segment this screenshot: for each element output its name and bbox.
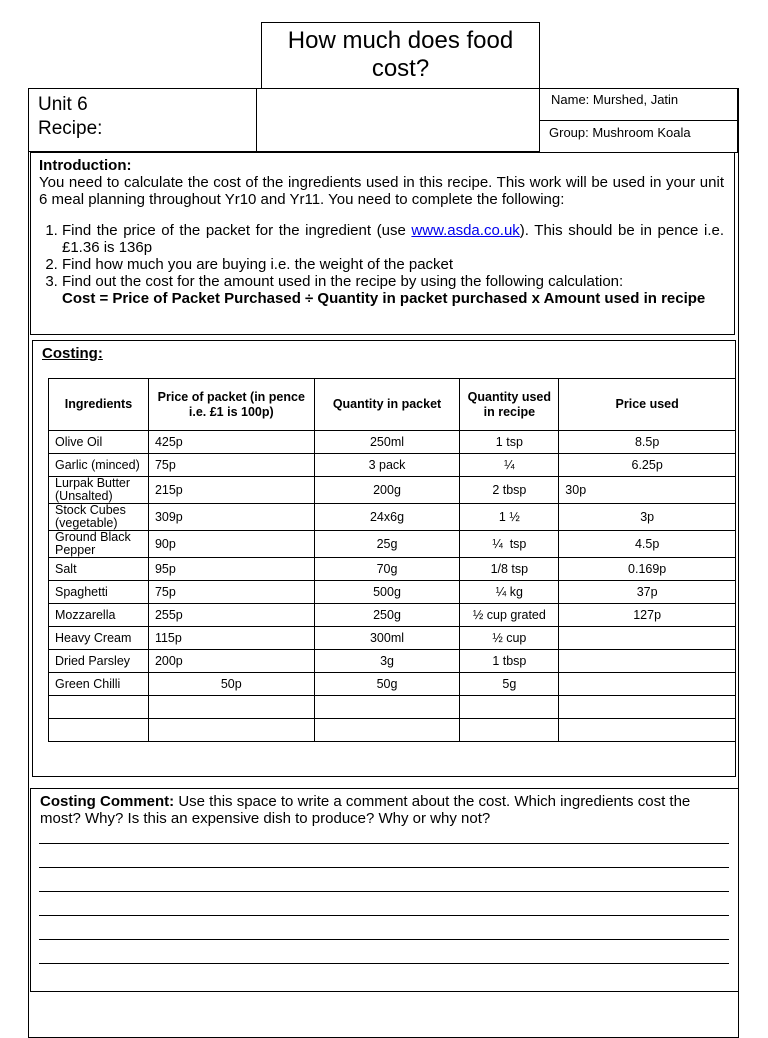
price-used-cell[interactable] [559, 673, 736, 696]
price-cell[interactable] [148, 719, 314, 742]
ingredient-cell[interactable]: Mozzarella [49, 604, 149, 627]
table-header-row [49, 379, 736, 431]
ingredient-cell[interactable]: Stock Cubes (vegetable) [49, 504, 149, 531]
comment-line[interactable] [39, 891, 729, 892]
used-cell[interactable] [460, 696, 559, 719]
price-cell[interactable]: 115p [148, 627, 314, 650]
price-cell[interactable]: 309p [148, 504, 314, 531]
step3-text: Find out the cost for the amount used in the recipe by using the following calculation: [62, 273, 624, 290]
comment-line[interactable] [39, 843, 729, 844]
quantity-cell[interactable]: 200g [314, 477, 460, 504]
ingredient-cell[interactable]: Heavy Cream [49, 627, 149, 650]
quantity-cell[interactable]: 3 pack [314, 454, 460, 477]
group-field: Group: Mushroom Koala [539, 120, 738, 153]
quantity-cell[interactable] [314, 719, 460, 742]
price-cell[interactable]: 255p [148, 604, 314, 627]
price-cell[interactable]: 425p [148, 431, 314, 454]
table-row [49, 650, 736, 673]
price-cell[interactable] [148, 696, 314, 719]
table-row [49, 627, 736, 650]
header-price-used: Price used [559, 379, 736, 431]
costing-comment-section [30, 788, 739, 992]
price-cell[interactable]: 90p [148, 531, 314, 558]
quantity-cell[interactable]: 25g [314, 531, 460, 558]
comment-heading: Costing Comment: [40, 793, 175, 810]
table-row [49, 477, 736, 504]
price-used-cell[interactable] [559, 696, 736, 719]
list-item [62, 273, 724, 307]
ingredient-cell[interactable]: Ground Black Pepper [49, 531, 149, 558]
ingredient-cell[interactable]: Spaghetti [49, 581, 149, 604]
price-cell[interactable]: 50p [148, 673, 314, 696]
instruction-list [39, 222, 724, 307]
used-cell[interactable]: 1 tsp [460, 431, 559, 454]
header-price-of-packet: Price of packet (in pence i.e. £1 is 100p) [148, 379, 314, 431]
table-row [49, 673, 736, 696]
quantity-cell[interactable]: 250ml [314, 431, 460, 454]
quantity-cell[interactable]: 70g [314, 558, 460, 581]
used-cell[interactable] [460, 719, 559, 742]
price-used-cell[interactable] [559, 719, 736, 742]
unit-recipe-box [28, 88, 257, 152]
intro-heading: Introduction: [39, 157, 132, 174]
ingredient-cell[interactable] [49, 719, 149, 742]
price-used-cell[interactable]: 37p [559, 581, 736, 604]
quantity-cell[interactable]: 50g [314, 673, 460, 696]
quantity-cell[interactable]: 250g [314, 604, 460, 627]
price-used-cell[interactable]: 6.25p [559, 454, 736, 477]
price-cell[interactable]: 215p [148, 477, 314, 504]
ingredient-cell[interactable] [49, 696, 149, 719]
comment-line[interactable] [39, 939, 729, 940]
comment-line[interactable] [39, 915, 729, 916]
ingredient-cell[interactable]: Dried Parsley [49, 650, 149, 673]
price-used-cell[interactable]: 127p [559, 604, 736, 627]
ingredient-cell[interactable]: Salt [49, 558, 149, 581]
price-used-cell[interactable]: 30p [559, 477, 736, 504]
ingredient-cell[interactable]: Green Chilli [49, 673, 149, 696]
quantity-cell[interactable]: 3g [314, 650, 460, 673]
used-cell[interactable]: 1 tbsp [460, 650, 559, 673]
used-cell[interactable]: ¼ [460, 454, 559, 477]
unit-label: Unit 6 [38, 94, 88, 115]
used-cell[interactable]: ¼ tsp [460, 531, 559, 558]
table-row [49, 558, 736, 581]
table-row [49, 431, 736, 454]
table-row [49, 581, 736, 604]
intro-text: You need to calculate the cost of the ingredients used in this recipe. This work will be used in your unit 6 meal planning throughout Yr10 and Yr11. You need to complete the following: [39, 174, 724, 208]
quantity-cell[interactable] [314, 696, 460, 719]
header-ingredients: Ingredients [49, 379, 149, 431]
step1-text-end: ). This should be in pence i.e. £1.36 is 136p [62, 222, 724, 256]
used-cell[interactable]: ½ cup [460, 627, 559, 650]
price-used-cell[interactable] [559, 627, 736, 650]
price-cell[interactable]: 200p [148, 650, 314, 673]
costing-table [48, 378, 736, 742]
table-row [49, 719, 736, 742]
ingredient-cell[interactable]: Garlic (minced) [49, 454, 149, 477]
price-used-cell[interactable]: 3p [559, 504, 736, 531]
table-row [49, 604, 736, 627]
list-item: 2. Find how much you are buying i.e. the weight of the packet [62, 256, 724, 273]
used-cell[interactable]: 5g [460, 673, 559, 696]
ingredient-cell[interactable]: Lurpak Butter (Unsalted) [49, 477, 149, 504]
used-cell[interactable]: ½ cup grated [460, 604, 559, 627]
quantity-cell[interactable]: 24x6g [314, 504, 460, 531]
price-used-cell[interactable]: 0.169p [559, 558, 736, 581]
header-quantity-used: Quantity used in recipe [460, 379, 559, 431]
quantity-cell[interactable]: 300ml [314, 627, 460, 650]
table-row [49, 504, 736, 531]
used-cell[interactable]: 2 tbsp [460, 477, 559, 504]
table-row [49, 531, 736, 558]
comment-line[interactable] [39, 867, 729, 868]
quantity-cell[interactable]: 500g [314, 581, 460, 604]
price-used-cell[interactable] [559, 650, 736, 673]
used-cell[interactable]: ¼ kg [460, 581, 559, 604]
costing-title: Costing: [42, 345, 103, 362]
recipe-field[interactable] [256, 88, 540, 152]
table-row [49, 696, 736, 719]
header-quantity-in-packet: Quantity in packet [314, 379, 460, 431]
page-title: How much does food cost? [261, 22, 540, 89]
table-row [49, 454, 736, 477]
step1-text: Find the price of the packet for the ingredient (use [62, 222, 412, 239]
comment-prompt: Use this space to write a comment about the cost. Which ingredients cost the most? Why? Is this an expensive dish to produce? Why or why not? [40, 793, 691, 827]
recipe-label: Recipe: [38, 118, 103, 139]
price-cell[interactable]: 95p [148, 558, 314, 581]
used-cell[interactable]: 1/8 tsp [460, 558, 559, 581]
ingredient-cell[interactable]: Olive Oil [49, 431, 149, 454]
introduction-section [30, 152, 735, 335]
comment-line[interactable] [39, 963, 729, 964]
list-item [62, 222, 724, 256]
cost-formula: Cost = Price of Packet Purchased ÷ Quantity in packet purchased x Amount used in recipe [62, 290, 706, 307]
name-field: Name: Murshed, Jatin [539, 88, 738, 121]
price-used-cell[interactable]: 4.5p [559, 531, 736, 558]
price-cell[interactable]: 75p [148, 454, 314, 477]
price-used-cell[interactable]: 8.5p [559, 431, 736, 454]
price-cell[interactable]: 75p [148, 581, 314, 604]
asda-link[interactable]: www.asda.co.uk [411, 222, 520, 239]
used-cell[interactable]: 1 ½ [460, 504, 559, 531]
